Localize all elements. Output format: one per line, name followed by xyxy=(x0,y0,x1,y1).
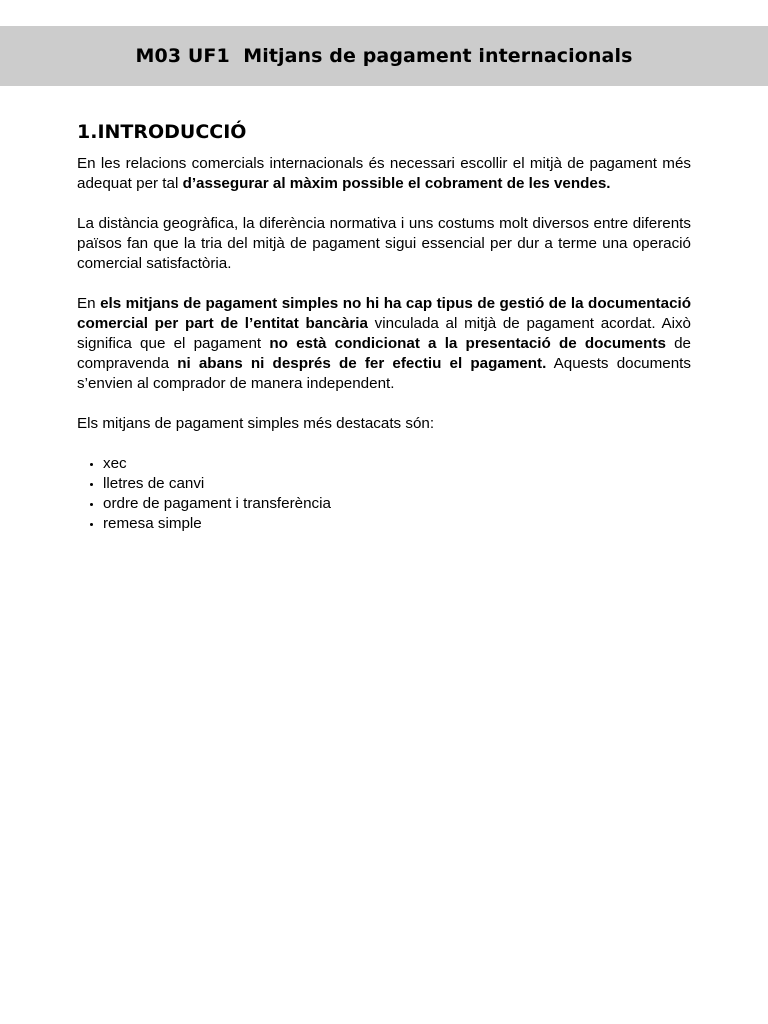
text-run: de compravenda xyxy=(77,335,691,372)
bold-run: ni abans ni després de fer efectiu el pagament. xyxy=(177,355,547,372)
text-run: vinculada al mitjà de pagament acordat. Això significa que el pagament xyxy=(77,315,691,352)
text-run: En xyxy=(77,295,101,312)
text-run: La distància geogràfica, la diferència normativa i uns costums molt diversos entre diferents països fan que la tria del mitjà de pagament sigui essencial per dur a terme una operació comercial satisfactòria. xyxy=(77,215,691,272)
text-run: Aquests documents s’envien al comprador de manera independent. xyxy=(77,355,691,392)
list-item: • ordre de pagament i transferència xyxy=(103,494,691,514)
paragraph-introduction xyxy=(77,154,691,194)
paragraph-simple-methods xyxy=(77,294,691,394)
bold-run: d’assegurar al màxim possible el cobrament de les vendes. xyxy=(182,175,611,192)
list-item: • remesa simple xyxy=(103,514,691,534)
paragraph-distance xyxy=(77,214,691,274)
document-body xyxy=(77,118,691,534)
text-run: En les relacions comercials internacionals és necessari escollir el mitjà de pagament més adequat per tal xyxy=(77,155,691,192)
header-band xyxy=(0,26,768,86)
bold-run: els mitjans de pagament simples no hi ha cap tipus de gestió de la documentació comercial per part de l’entitat bancària xyxy=(77,295,692,332)
list-item: • xec xyxy=(103,454,691,474)
document-title: M03 UF1 Mitjans de pagament internacionals xyxy=(135,45,633,67)
bold-run: no està condicionat a la presentació de documents xyxy=(269,335,666,352)
list-item: • lletres de canvi xyxy=(103,474,691,494)
paragraph-list-intro xyxy=(77,414,691,434)
payment-methods-list xyxy=(77,454,691,534)
section-heading: 1.INTRODUCCIÓ xyxy=(77,121,247,143)
text-run: Els mitjans de pagament simples més destacats són: xyxy=(77,415,435,432)
